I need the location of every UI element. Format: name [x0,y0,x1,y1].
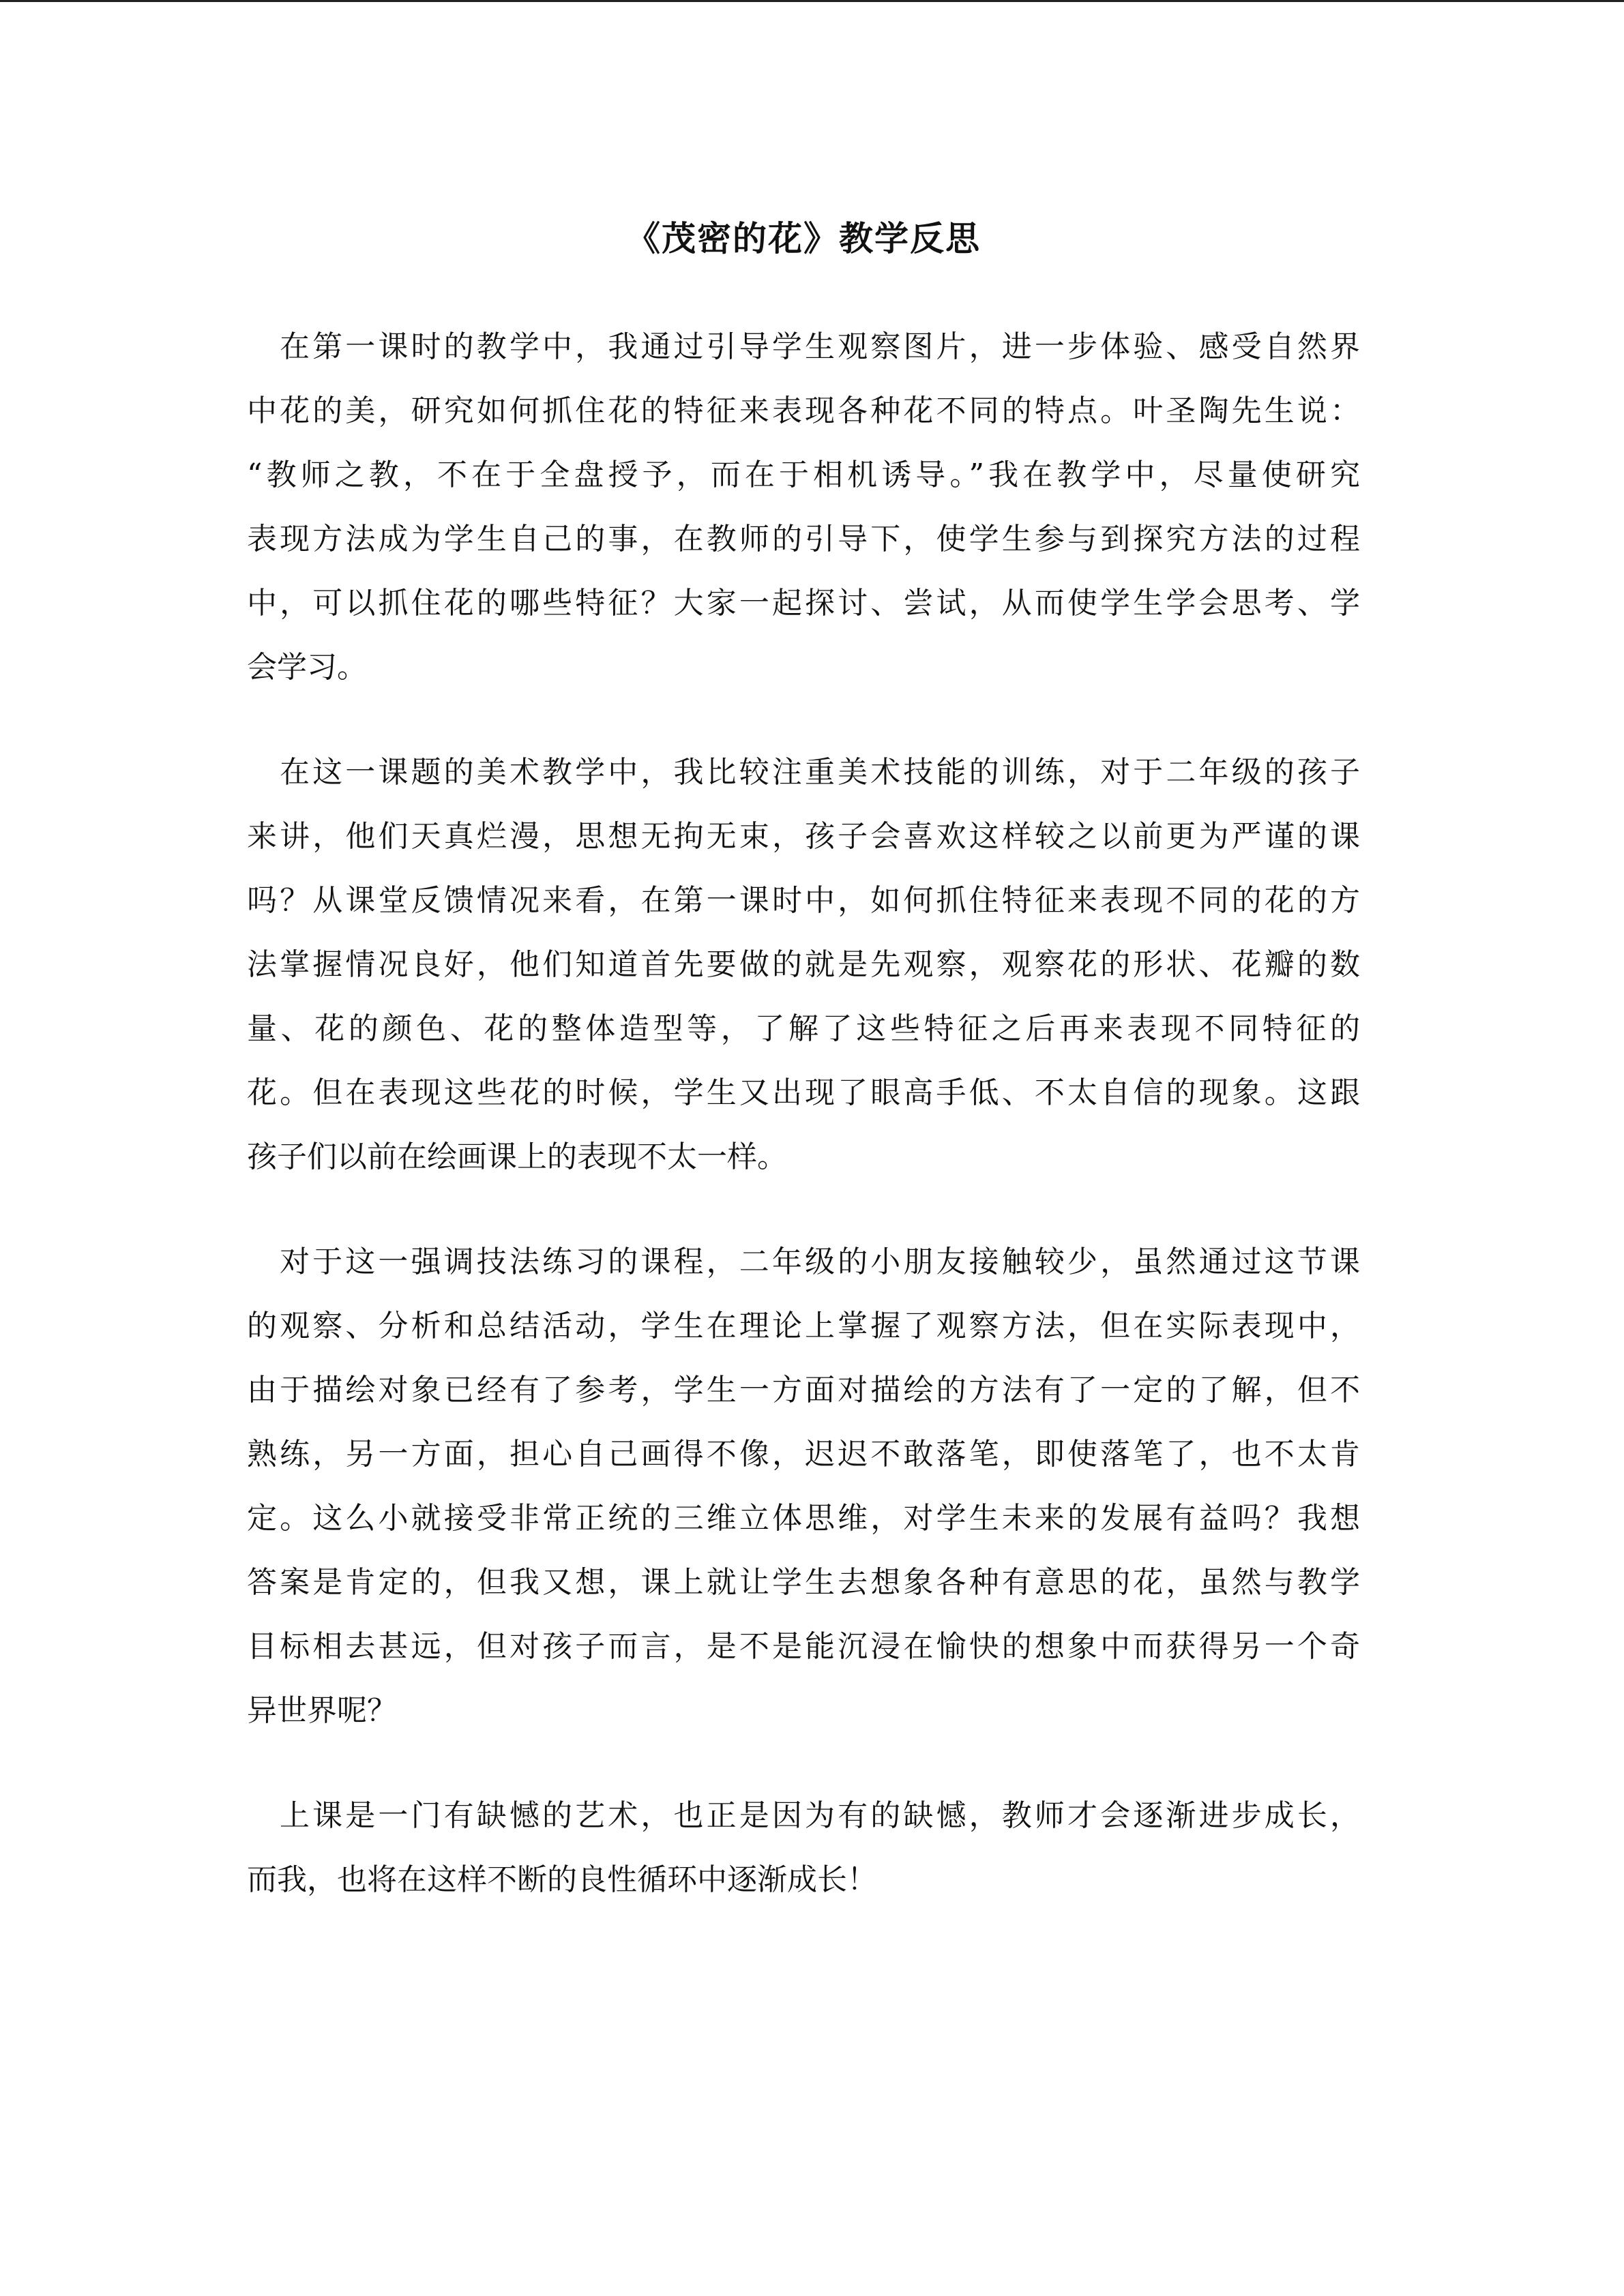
paragraph [247,315,1360,700]
paragraph-line: 孩子们以前在绘画课上的表现不太一样。 [247,1139,787,1174]
paragraph-line: 而我，也将在这样不断的良性循环中逐渐成长！ [247,1862,877,1897]
paragraph-line: 异世界呢？ [247,1693,397,1728]
document-body [247,315,1360,1912]
paragraph [247,1230,1360,1743]
paragraph [247,1784,1360,1912]
paragraph-line: 答案是肯定的，但我又想，课上就让学生去想象各种有意思的花，虽然与教学 [247,1565,1360,1600]
document-page [247,205,1360,1953]
top-border-rule [0,0,1624,2]
paragraph-line: 花。但在表现这些花的时候，学生又出现了眼高手低、不太自信的现象。这跟 [247,1075,1360,1110]
document-title: 《茂密的花》教学反思 [626,219,981,258]
paragraph-line: 目标相去甚远，但对孩子而言，是不是能沉浸在愉快的想象中而获得另一个奇 [247,1629,1360,1664]
paragraph [247,741,1360,1189]
paragraph-line: 熟练，另一方面，担心自己画得不像，迟迟不敢落笔，即使落笔了，也不太肯 [247,1437,1360,1472]
paragraph-line: 在这一课题的美术教学中，我比较注重美术技能的训练，对于二年级的孩子 [280,755,1360,790]
paragraph-line: 来讲，他们天真烂漫，思想无拘无束，孩子会喜欢这样较之以前更为严谨的课 [247,819,1360,854]
paragraph-line: 法掌握情况良好，他们知道首先要做的就是先观察，观察花的形状、花瓣的数 [247,947,1360,982]
paragraph-line: “教师之教，不在于全盘授予，而在于相机诱导。”我在教学中，尽量使研究 [247,458,1360,492]
paragraph-line: 上课是一门有缺憾的艺术，也正是因为有的缺憾，教师才会逐渐进步成长， [280,1798,1360,1833]
paragraph-line: 在第一课时的教学中，我通过引导学生观察图片，进一步体验、感受自然界 [280,329,1360,364]
paragraph-line: 中花的美，研究如何抓住花的特征来表现各种花不同的特点。叶圣陶先生说： [247,393,1360,428]
paragraph-line: 对于这一强调技法练习的课程，二年级的小朋友接触较少，虽然通过这节课 [280,1244,1360,1279]
paragraph-line: 会学习。 [247,650,367,685]
paragraph-line: 表现方法成为学生自己的事，在教师的引导下，使学生参与到探究方法的过程 [247,522,1360,556]
paragraph-line: 由于描绘对象已经有了参考，学生一方面对描绘的方法有了一定的了解，但不 [247,1373,1360,1407]
paragraph-line: 吗？从课堂反馈情况来看，在第一课时中，如何抓住特征来表现不同的花的方 [247,883,1360,918]
paragraph-line: 量、花的颜色、花的整体造型等，了解了这些特征之后再来表现不同特征的 [247,1011,1360,1046]
paragraph-line: 定。这么小就接受非常正统的三维立体思维，对学生未来的发展有益吗？我想 [247,1501,1360,1536]
paragraph-line: 中，可以抓住花的哪些特征？大家一起探讨、尝试，从而使学生学会思考、学 [247,586,1360,621]
paragraph-line: 的观察、分析和总结活动，学生在理论上掌握了观察方法，但在实际表现中， [247,1309,1360,1343]
